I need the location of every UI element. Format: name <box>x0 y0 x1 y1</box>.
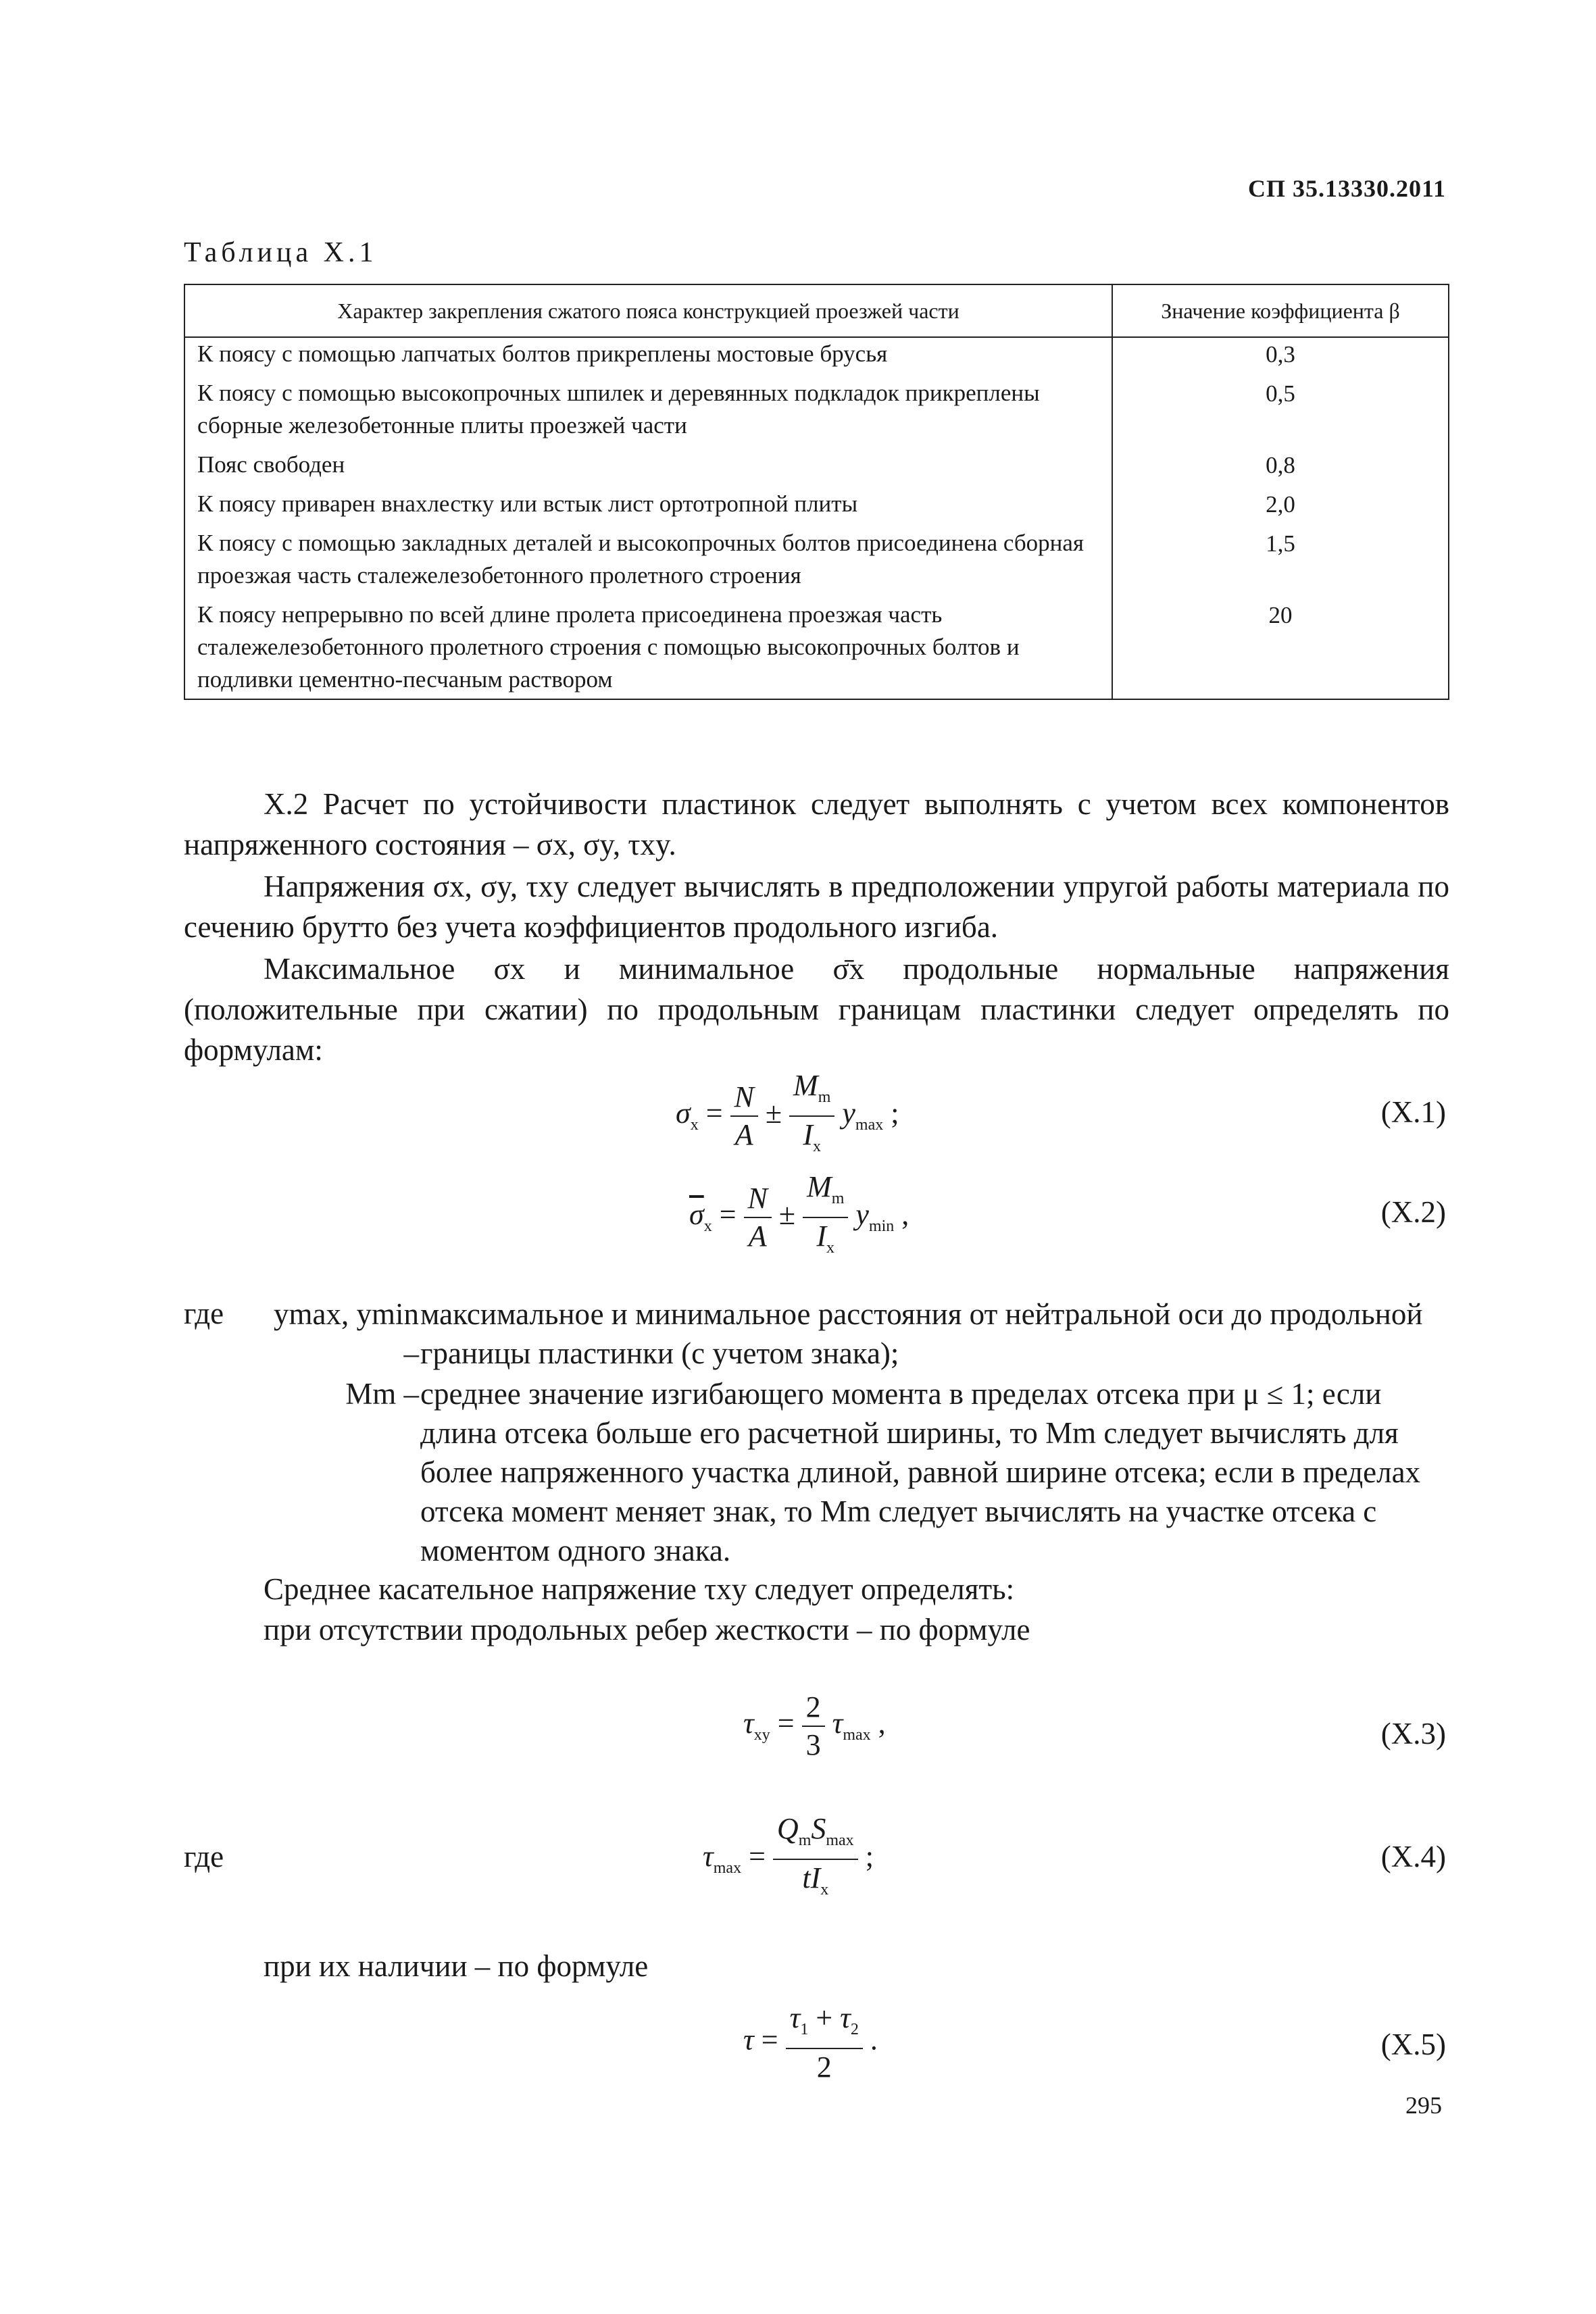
table-row <box>184 377 1449 449</box>
table-cell-value: 0,8 <box>1112 449 1449 488</box>
where-label: где <box>184 1297 224 1330</box>
formula-x2: $\overline{\sigma}_x$ = $\frac{N}{A}$ ± $\frac{M_m}{I_x}$ $y_{min}$ , <box>689 1170 909 1257</box>
definition-text: среднее значение изгибающего момента в пределах отсека при μ ≤ 1; если длина отсека больше его расчетной ширины, то Mm следует вычислять для более напряженного участка длиной, равной ширине отсека; если в пределах отсека момент меняет знак, то Mm следует вычислять на участке отсека с моментом одного знака. <box>420 1377 1421 1567</box>
table-header-row <box>184 284 1449 337</box>
formula-x4: $\tau_{max}$ = $\frac{Q_mS_{max}}{tI_x}$ ; <box>703 1812 874 1898</box>
table-cell-value: 0,5 <box>1112 377 1449 449</box>
page-number: 295 <box>1405 2092 1442 2119</box>
paragraph-x2: Х.2 Расчет по устойчивости пластинок следует выполнять с учетом всех компонентов напряженного состояния – σx, σy, τxy. <box>184 787 1449 861</box>
equation-number: (Х.1) <box>1380 1095 1446 1129</box>
table-row <box>184 599 1449 699</box>
equation-number: (Х.4) <box>1380 1840 1446 1873</box>
table-cell-value: 0,3 <box>1112 337 1449 377</box>
table-cell-desc: К поясу с помощью лапчатых болтов прикреплены мостовые брусья <box>184 337 1112 377</box>
table-header-character: Характер закрепления сжатого пояса конструкцией проезжей части <box>184 284 1112 337</box>
table-cell-value: 2,0 <box>1112 488 1449 527</box>
formula-x5: τ = $\frac{\tau_1 + \tau_2}{2}$ . <box>743 2001 878 2084</box>
formula-x1: $\sigma_x$ = $\frac{N}{A}$ ± $\frac{M_m}{I_x}$ $y_{max}$ ; <box>676 1069 899 1155</box>
table-cell-value: 1,5 <box>1112 527 1449 599</box>
table-cell-desc: К поясу приварен внахлестку или встык лист ортотропной плиты <box>184 488 1112 527</box>
paragraph-tangent: Среднее касательное напряжение τxy следует определять: <box>264 1572 1015 1606</box>
paragraph-max-min: Максимальное σx и минимальное σ̄x продольные нормальные напряжения (положительные при сжатии) по продольным границам пластинки следует определять по формулам: <box>184 952 1449 1067</box>
equation-number: (Х.5) <box>1380 2028 1446 2061</box>
table-header-value: Значение коэффициента β <box>1112 284 1449 337</box>
paragraph-with-ribs: при их наличии – по формуле <box>264 1949 649 1983</box>
where-label: где <box>184 1840 224 1873</box>
table-caption: Таблица Х.1 <box>184 237 378 268</box>
paragraph-no-ribs: при отсутствии продольных ребер жесткости – по формуле <box>264 1613 1030 1646</box>
table-row <box>184 527 1449 599</box>
table-cell-desc: К поясу непрерывно по всей длине пролета присоединена проезжая часть сталежелезобетонного пролетного строения с помощью высокопрочных болтов и подливки цементно-песчаным раствором <box>184 599 1112 699</box>
table-cell-desc: Пояс свободен <box>184 449 1112 488</box>
table-cell-value: 20 <box>1112 599 1449 699</box>
table-row <box>184 337 1449 377</box>
definition-term: ymax, ymin – <box>274 1297 419 1370</box>
equation-number: (Х.2) <box>1380 1195 1446 1229</box>
formula-x3: $\tau_{xy}$ = $\frac{2}{3}$ $\tau_{max}$ , <box>743 1690 886 1761</box>
paragraph-stresses: Напряжения σx, σy, τxy следует вычислять в предположении упругой работы материала по сечению брутто без учета коэффициентов продольного изгиба. <box>184 870 1449 944</box>
table-row <box>184 488 1449 527</box>
table-cell-desc: К поясу с помощью закладных деталей и высокопрочных болтов присоединена сборная проезжая часть сталежелезобетонного пролетного строения <box>184 527 1112 599</box>
definition-text: максимальное и минимальное расстояния от нейтральной оси до продольной границы пластинки (с учетом знака); <box>420 1297 1423 1370</box>
coefficient-table <box>184 284 1449 700</box>
table-row <box>184 449 1449 488</box>
equation-number: (Х.3) <box>1380 1717 1446 1751</box>
table-cell-desc: К поясу с помощью высокопрочных шпилек и деревянных подкладок прикреплены сборные железобетонные плиты проезжей части <box>184 377 1112 449</box>
document-code: СП 35.13330.2011 <box>1247 175 1446 202</box>
definition-term: Mm – <box>345 1377 419 1411</box>
